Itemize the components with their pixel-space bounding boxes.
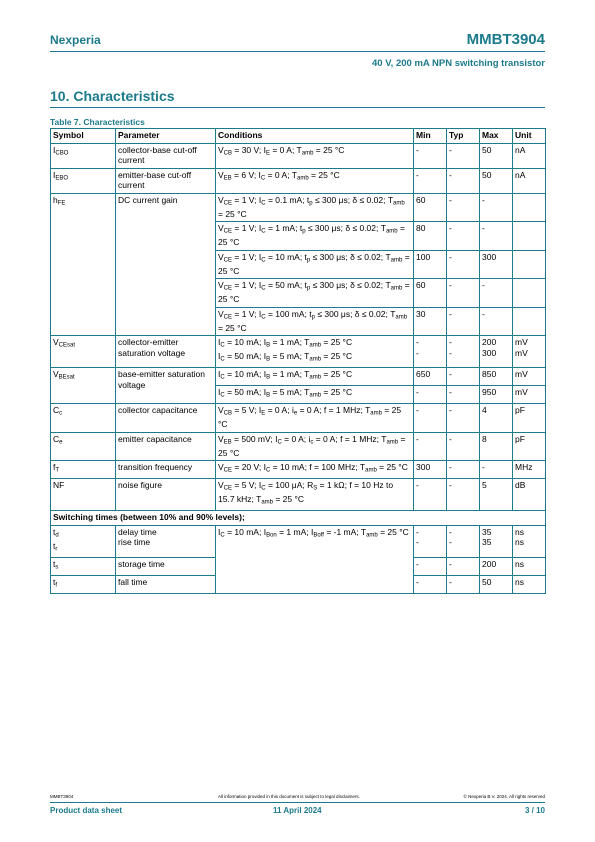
- cell-max: 200: [480, 557, 513, 575]
- table-row: [51, 525, 546, 557]
- characteristics-table: [50, 128, 546, 594]
- footer-page-number: 3 / 10: [524, 806, 545, 815]
- cell-parameter: emitter capacitance: [116, 432, 216, 461]
- cell-max: -: [480, 222, 513, 251]
- cell-min: - -: [414, 525, 447, 557]
- cell-unit: [513, 193, 546, 222]
- switching-times-header-row: [51, 511, 546, 526]
- cell-max: -: [480, 461, 513, 479]
- footer-disclaimer: All information provided in this document is subject to legal disclaimers.: [218, 794, 360, 799]
- cell-typ: -: [447, 222, 480, 251]
- cell-unit: [513, 279, 546, 308]
- cell-symbol: $t_f$: [51, 575, 116, 593]
- col-header-parameter: Parameter: [116, 129, 216, 144]
- cell-parameter: collector capacitance: [116, 404, 216, 433]
- cell-conditions: $I_C = 10$ mA; $I_{Bon} = 1$ mA; $I_{Boff} = -1$ mA; $T_{amb} = 25$ °C: [216, 525, 414, 593]
- cell-max: 8: [480, 432, 513, 461]
- cell-conditions: $V_{CE} = 1$ V; $I_C = 0.1$ mA; $t_p \le 300$ μs; δ ≤ 0.02; $T_{amb} = 25$ °C: [216, 193, 414, 222]
- cell-conditions: $V_{EB} = 6$ V; $I_C = 0$ A; $T_{amb} = 25$ °C: [216, 168, 414, 193]
- table-row: [51, 404, 546, 433]
- cell-conditions: $V_{CB} = 30$ V; $I_E = 0$ A; $T_{amb} = 25$ °C: [216, 143, 414, 168]
- cell-typ: -: [447, 250, 480, 279]
- cell-typ: -: [447, 461, 480, 479]
- table-row: [51, 143, 546, 168]
- col-header-typ: Typ: [447, 129, 480, 144]
- col-header-unit: Unit: [513, 129, 546, 144]
- cell-typ: -: [447, 386, 480, 404]
- cell-min: -: [414, 404, 447, 433]
- cell-typ: -: [447, 168, 480, 193]
- cell-max: 50: [480, 168, 513, 193]
- cell-min: 80: [414, 222, 447, 251]
- cell-parameter: base-emitter saturation voltage: [116, 368, 216, 404]
- cell-max: 200 300: [480, 336, 513, 368]
- cell-symbol: $C_e$: [51, 432, 116, 461]
- cell-typ: -: [447, 575, 480, 593]
- cell-unit: mV: [513, 368, 546, 386]
- table-row: [51, 168, 546, 193]
- cell-typ: - -: [447, 336, 480, 368]
- cell-min: 30: [414, 307, 447, 336]
- cell-max: 50: [480, 143, 513, 168]
- table-row: [51, 368, 546, 386]
- cell-unit: MHz: [513, 461, 546, 479]
- table-caption: Table 7. Characteristics: [50, 117, 145, 127]
- section-divider: [50, 107, 545, 108]
- cell-unit: nA: [513, 168, 546, 193]
- table-row: [51, 461, 546, 479]
- cell-min: -: [414, 168, 447, 193]
- cell-max: -: [480, 307, 513, 336]
- cell-min: - -: [414, 336, 447, 368]
- footer-doc-type: Product data sheet: [50, 806, 123, 815]
- cell-parameter: transition frequency: [116, 461, 216, 479]
- footer-date: 11 April 2024: [273, 806, 322, 815]
- cell-conditions: $I_C = 10$ mA; $I_B = 1$ mA; $T_{amb} = 25$ °C $I_C = 50$ mA; $I_B = 5$ mA; $T_{amb} = 25$ °C: [216, 336, 414, 368]
- cell-max: 50: [480, 575, 513, 593]
- table-row: [51, 193, 546, 222]
- cell-unit: dB: [513, 479, 546, 511]
- table-row: [51, 479, 546, 511]
- cell-symbol: $V_{BEsat}$: [51, 368, 116, 404]
- cell-conditions: $V_{CE} = 1$ V; $I_C = 1$ mA; $t_p \le 300$ μs; δ ≤ 0.02; $T_{amb} = 25$ °C: [216, 222, 414, 251]
- cell-min: 300: [414, 461, 447, 479]
- cell-typ: -: [447, 557, 480, 575]
- table-row: [51, 432, 546, 461]
- cell-parameter: emitter-base cut-off current: [116, 168, 216, 193]
- cell-unit: pF: [513, 404, 546, 433]
- cell-unit: ns: [513, 557, 546, 575]
- header-divider: [50, 51, 545, 52]
- part-number: MMBT3904: [466, 31, 545, 48]
- cell-typ: -: [447, 404, 480, 433]
- cell-symbol: $t_s$: [51, 557, 116, 575]
- cell-symbol: $V_{CEsat}$: [51, 336, 116, 368]
- col-header-max: Max: [480, 129, 513, 144]
- cell-conditions: $V_{EB} = 500$ mV; $I_C = 0$ A; $i_c = 0$ A; f = 1 MHz; $T_{amb} = 25$ °C: [216, 432, 414, 461]
- cell-unit: mV mV: [513, 336, 546, 368]
- cell-symbol: $h_{FE}$: [51, 193, 116, 336]
- cell-unit: [513, 250, 546, 279]
- cell-symbol: $t_d$ $t_r$: [51, 525, 116, 557]
- cell-symbol: $C_c$: [51, 404, 116, 433]
- cell-min: -: [414, 386, 447, 404]
- cell-conditions: $I_C = 10$ mA; $I_B = 1$ mA; $T_{amb} = 25$ °C: [216, 368, 414, 386]
- cell-symbol: $f_T$: [51, 461, 116, 479]
- cell-typ: -: [447, 193, 480, 222]
- cell-unit: [513, 307, 546, 336]
- cell-max: 850: [480, 368, 513, 386]
- cell-parameter: collector-base cut-off current: [116, 143, 216, 168]
- cell-unit: nA: [513, 143, 546, 168]
- cell-unit: ns: [513, 575, 546, 593]
- cell-max: 300: [480, 250, 513, 279]
- cell-min: 100: [414, 250, 447, 279]
- cell-parameter: DC current gain: [116, 193, 216, 336]
- col-header-symbol: Symbol: [51, 129, 116, 144]
- cell-min: -: [414, 575, 447, 593]
- cell-typ: - -: [447, 525, 480, 557]
- footer-doc-id: MMBT3904: [50, 794, 74, 799]
- col-header-conditions: Conditions: [216, 129, 414, 144]
- cell-unit: pF: [513, 432, 546, 461]
- cell-max: 5: [480, 479, 513, 511]
- cell-unit: ns ns: [513, 525, 546, 557]
- cell-unit: [513, 222, 546, 251]
- cell-typ: -: [447, 479, 480, 511]
- cell-symbol: NF: [51, 479, 116, 511]
- cell-conditions: $V_{CE} = 1$ V; $I_C = 100$ mA; $t_p \le 300$ μs; δ ≤ 0.02; $T_{amb} = 25$ °C: [216, 307, 414, 336]
- cell-max: 950: [480, 386, 513, 404]
- cell-unit: mV: [513, 386, 546, 404]
- cell-conditions: $V_{CE} = 20$ V; $I_C = 10$ mA; f = 100 MHz; $T_{amb} = 25$ °C: [216, 461, 414, 479]
- cell-min: 60: [414, 279, 447, 308]
- cell-max: 35 35: [480, 525, 513, 557]
- cell-min: -: [414, 557, 447, 575]
- brand-name: Nexperia: [50, 33, 101, 47]
- cell-parameter: collector-emitter saturation voltage: [116, 336, 216, 368]
- cell-typ: -: [447, 432, 480, 461]
- cell-min: 60: [414, 193, 447, 222]
- cell-min: -: [414, 432, 447, 461]
- cell-min: -: [414, 143, 447, 168]
- table-row: [51, 336, 546, 368]
- cell-min: 650: [414, 368, 447, 386]
- cell-typ: -: [447, 143, 480, 168]
- footer-copyright: © Nexperia B.V. 2024. All rights reserved: [463, 794, 545, 799]
- col-header-min: Min: [414, 129, 447, 144]
- cell-conditions: $V_{CE} = 1$ V; $I_C = 10$ mA; $t_p \le 300$ μs; δ ≤ 0.02; $T_{amb} = 25$ °C: [216, 250, 414, 279]
- table-header-row: [51, 129, 546, 144]
- section-title: 10. Characteristics: [50, 88, 175, 104]
- cell-max: -: [480, 193, 513, 222]
- cell-conditions: $V_{CE} = 5$ V; $I_C = 100$ μA; $R_S = 1$ kΩ; f = 10 Hz to 15.7 kHz; $T_{amb} = 25$ °C: [216, 479, 414, 511]
- switching-times-title: Switching times (between 10% and 90% levels);: [51, 511, 546, 526]
- cell-symbol: $I_{EBO}$: [51, 168, 116, 193]
- footer-divider: [50, 802, 545, 803]
- cell-conditions: $I_C = 50$ mA; $I_B = 5$ mA; $T_{amb} = 25$ °C: [216, 386, 414, 404]
- cell-max: 4: [480, 404, 513, 433]
- cell-symbol: $I_{CBO}$: [51, 143, 116, 168]
- cell-parameter: storage time: [116, 557, 216, 575]
- cell-max: -: [480, 279, 513, 308]
- cell-conditions: $V_{CE} = 1$ V; $I_C = 50$ mA; $t_p \le 300$ μs; δ ≤ 0.02; $T_{amb} = 25$ °C: [216, 279, 414, 308]
- cell-min: -: [414, 479, 447, 511]
- cell-typ: -: [447, 368, 480, 386]
- cell-typ: -: [447, 307, 480, 336]
- cell-parameter: fall time: [116, 575, 216, 593]
- cell-conditions: $V_{CB} = 5$ V; $I_E = 0$ A; $i_e = 0$ A; f = 1 MHz; $T_{amb} = 25$ °C: [216, 404, 414, 433]
- cell-parameter: noise figure: [116, 479, 216, 511]
- document-subtitle: 40 V, 200 mA NPN switching transistor: [372, 58, 545, 69]
- cell-typ: -: [447, 279, 480, 308]
- cell-parameter: delay time rise time: [116, 525, 216, 557]
